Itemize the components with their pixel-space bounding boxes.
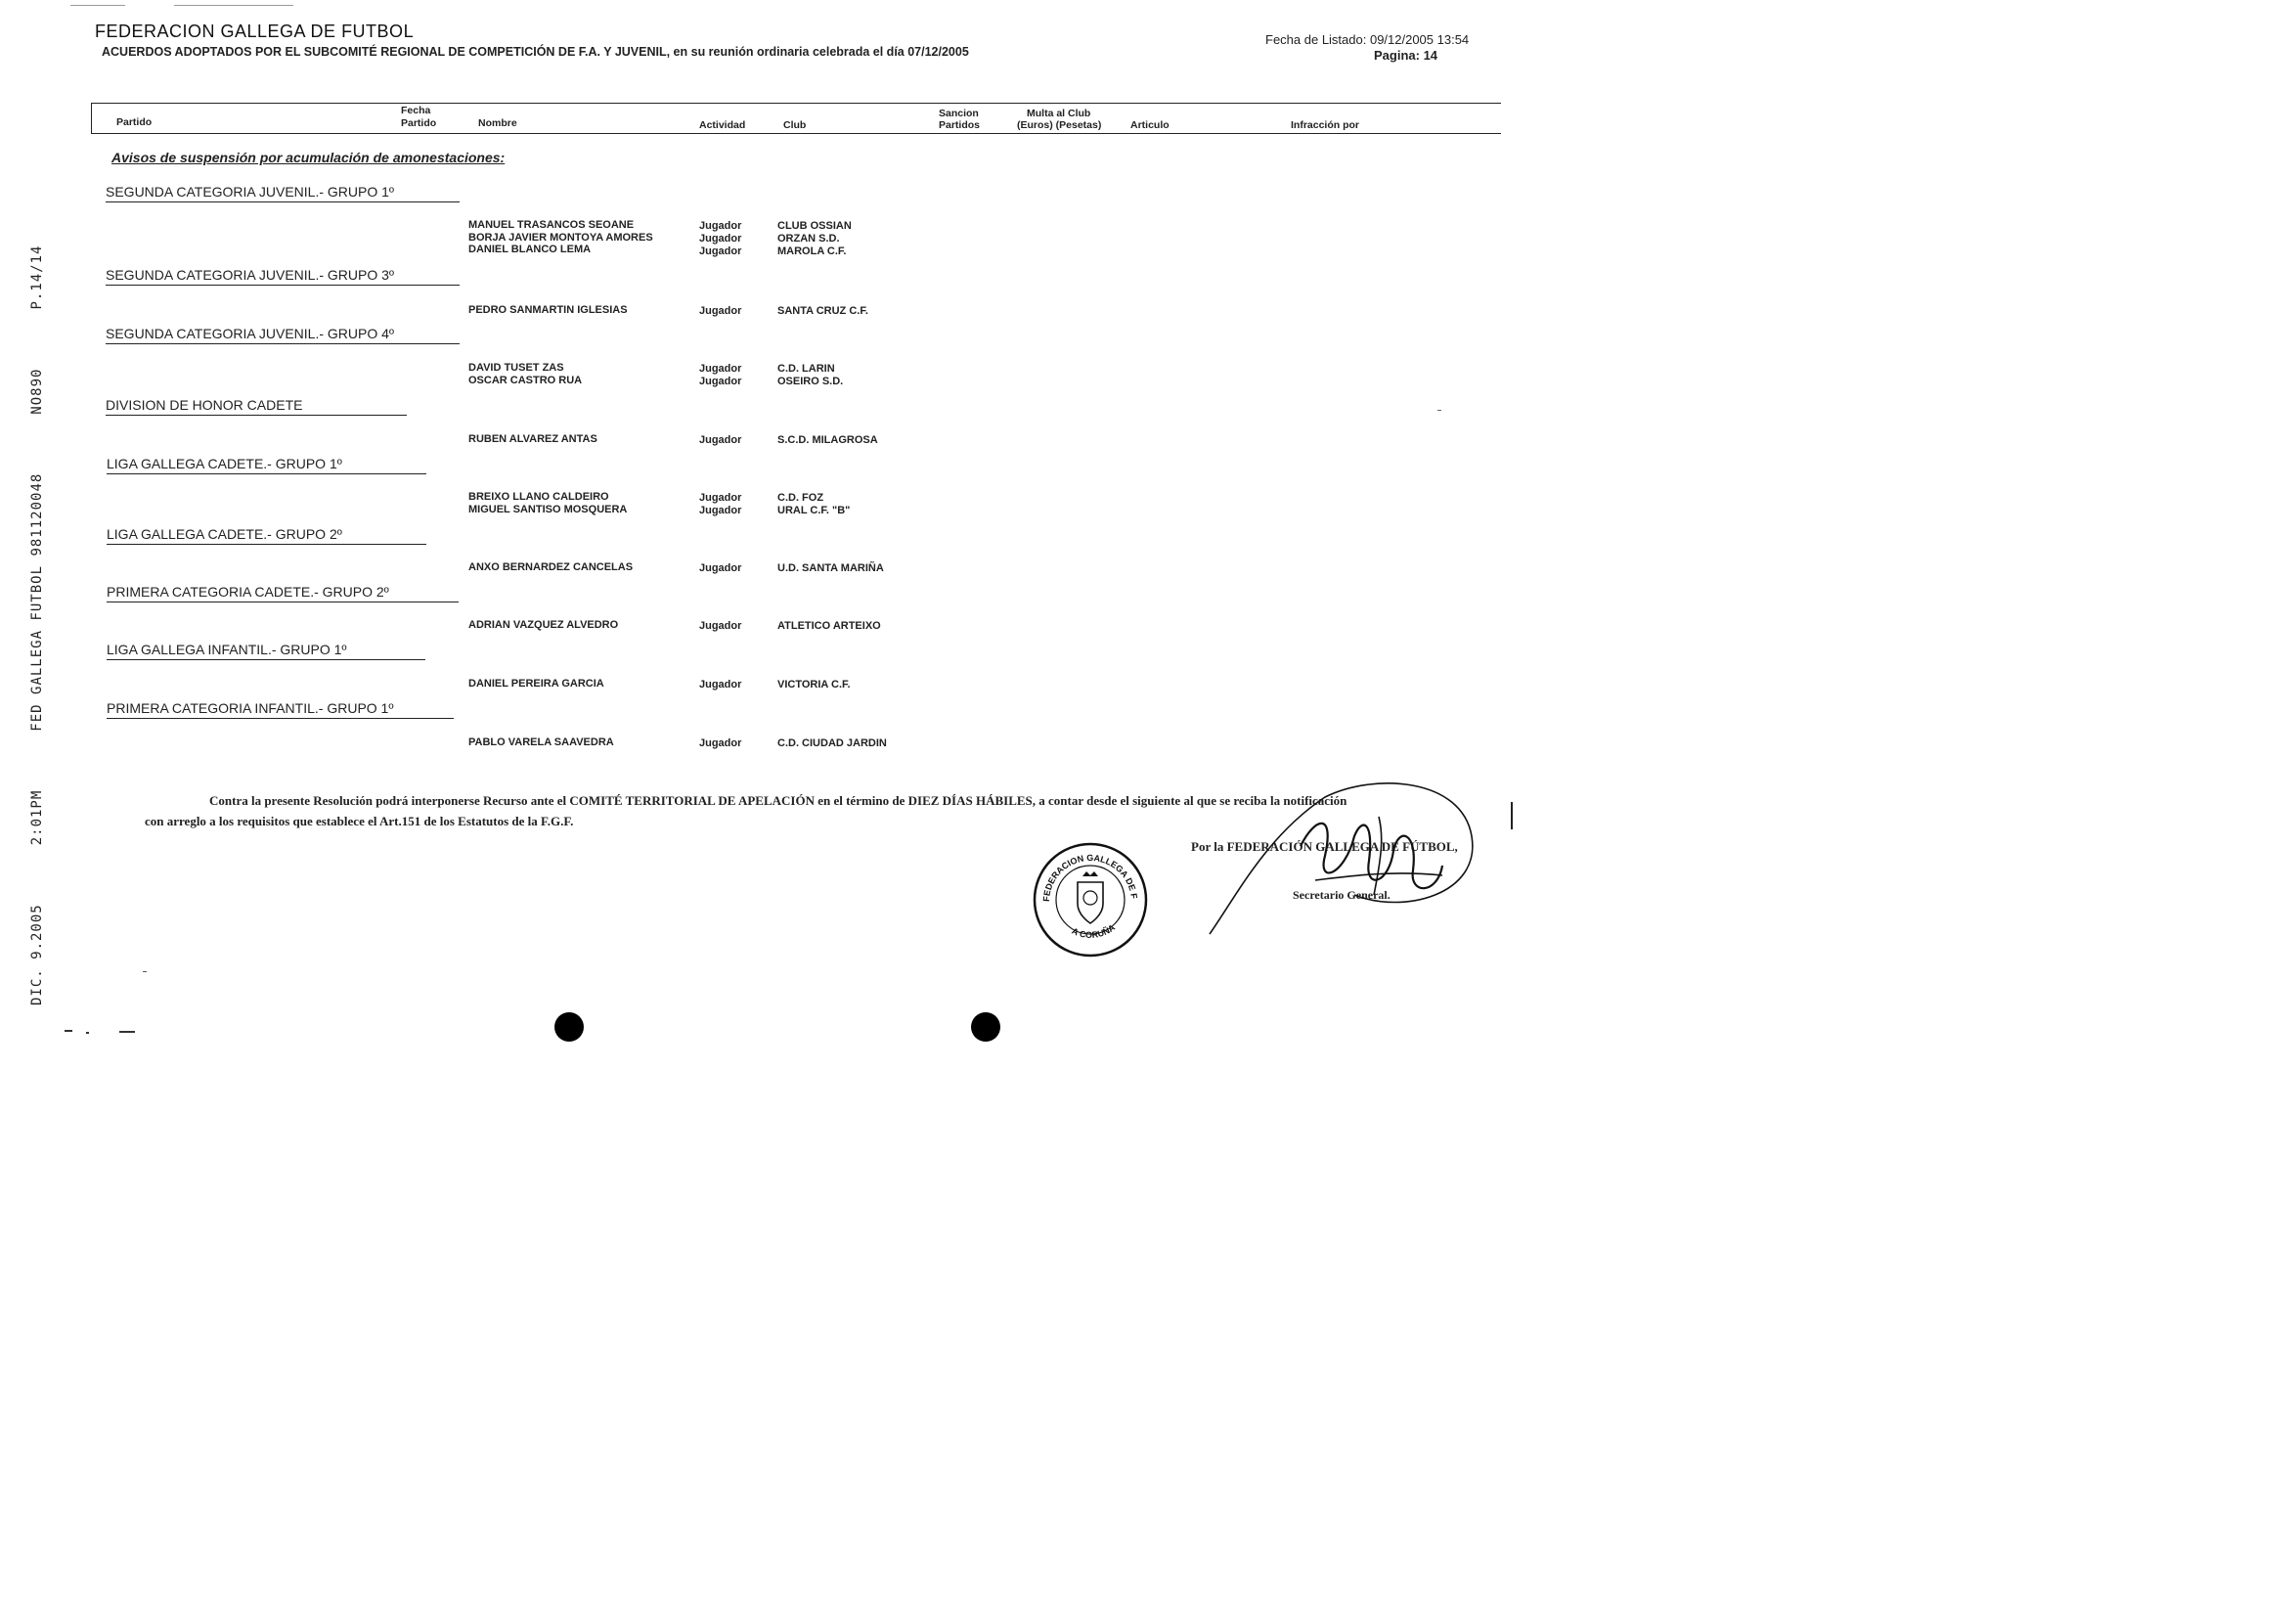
player-club: OSEIRO S.D. (777, 376, 844, 387)
col-club: Club (783, 119, 807, 131)
col-sancion-2: Partidos (939, 119, 981, 131)
header-rule-bottom (91, 133, 1501, 134)
player-name: OSCAR CASTRO RUA (468, 375, 583, 386)
player-club: ATLETICO ARTEIXO (777, 620, 881, 632)
appeal-notice (145, 790, 1347, 831)
player-name: BORJA JAVIER MONTOYA AMORES (468, 232, 653, 244)
player-name: RUBEN ALVAREZ ANTAS (468, 433, 597, 445)
scan-mark (70, 5, 125, 6)
player-name: DANIEL PEREIRA GARCIA (468, 678, 604, 690)
player-club: SANTA CRUZ C.F. (777, 305, 868, 317)
scan-speck (143, 971, 147, 972)
col-multa-1: Multa al Club (1027, 108, 1091, 119)
player-name: MANUEL TRASANCOS SEOANE (468, 219, 635, 231)
player-name: PABLO VARELA SAAVEDRA (468, 736, 614, 748)
stamp-bottom-text: A CORUÑA (1070, 922, 1118, 941)
player-club: URAL C.F. "B" (777, 505, 851, 516)
player-activity: Jugador (699, 492, 742, 504)
fax-page: P.14/14 (29, 245, 45, 310)
crest-shield-icon (1078, 882, 1103, 923)
player-name: PEDRO SANMARTIN IGLESIAS (468, 304, 628, 316)
punch-hole (971, 1012, 1000, 1042)
scan-speck (65, 1030, 72, 1032)
player-activity: Jugador (699, 363, 742, 375)
crest-crown-icon (1082, 871, 1098, 876)
appeal-notice-line2: con arreglo a los requisitos que establece el Art.151 de los Estatutos de la F.G.F. (145, 814, 574, 828)
player-activity: Jugador (699, 679, 742, 691)
col-infraccion: Infracción por (1291, 119, 1360, 131)
category-heading: DIVISION DE HONOR CADETE (106, 397, 407, 416)
player-activity: Jugador (699, 562, 742, 574)
player-activity: Jugador (699, 245, 742, 257)
player-name: BREIXO LLANO CALDEIRO (468, 491, 609, 503)
player-name: MIGUEL SANTISO MOSQUERA (468, 504, 628, 515)
pagina-number: Pagina: 14 (1374, 48, 1438, 63)
col-fecha-2: Partido (401, 117, 437, 129)
scan-mark (1437, 410, 1441, 411)
category-heading: PRIMERA CATEGORIA INFANTIL.- GRUPO 1º (107, 700, 454, 719)
appeal-notice-line1: Contra la presente Resolución podrá interponerse Recurso ante el COMITÉ TERRITORIAL DE APELACIÓN en el término de DIEZ DÍAS HÁBILES, a contar desde el siguiente al que se reciba la notificación (209, 793, 1347, 808)
header-rule-left (91, 103, 92, 133)
category-heading: SEGUNDA CATEGORIA JUVENIL.- GRUPO 4º (106, 326, 460, 344)
document-subtitle: ACUERDOS ADOPTADOS POR EL SUBCOMITÉ REGIONAL DE COMPETICIÓN DE F.A. Y JUVENIL, en su reunión ordinaria celebrada el día 07/12/2005 (102, 45, 969, 59)
player-name: DAVID TUSET ZAS (468, 362, 564, 374)
header-rule-top (91, 103, 1501, 104)
fax-time: 2:01PM (29, 789, 45, 846)
federation-stamp (1028, 833, 1149, 958)
fax-header-strip (29, 245, 45, 1005)
col-fecha-1: Fecha (401, 105, 431, 116)
player-activity: Jugador (699, 233, 742, 245)
category-heading: SEGUNDA CATEGORIA JUVENIL.- GRUPO 1º (106, 184, 460, 202)
player-activity: Jugador (699, 434, 742, 446)
fecha-listado: Fecha de Listado: 09/12/2005 13:54 (1265, 32, 1470, 47)
signature-line: Por la FEDERACIÓN GALLEGA DE FÚTBOL, (1191, 839, 1458, 854)
stamp-top-text: FEDERACION GALLEGA DE FUTBOL (1028, 833, 1139, 903)
col-actividad: Actividad (699, 119, 746, 131)
section-title: Avisos de suspensión por acumulación de amonestaciones: (111, 150, 506, 165)
player-activity: Jugador (699, 737, 742, 749)
player-activity: Jugador (699, 505, 742, 516)
player-club: VICTORIA C.F. (777, 679, 851, 691)
svg-text:A CORUÑA (1071, 922, 1118, 940)
player-name: ADRIAN VAZQUEZ ALVEDRO (468, 619, 619, 631)
category-heading: LIGA GALLEGA INFANTIL.- GRUPO 1º (107, 642, 425, 660)
punch-hole (554, 1012, 584, 1042)
player-activity: Jugador (699, 220, 742, 232)
handwritten-signature (1208, 778, 1491, 944)
player-activity: Jugador (699, 620, 742, 632)
crest-ball-icon (1083, 891, 1097, 905)
fax-number: NO890 (29, 368, 45, 415)
player-club: U.D. SANTA MARIÑA (777, 562, 884, 574)
scan-mark (174, 5, 293, 6)
player-name: ANXO BERNARDEZ CANCELAS (468, 561, 634, 573)
player-club: C.D. CIUDAD JARDIN (777, 737, 887, 749)
scan-speck (86, 1032, 89, 1034)
player-club: C.D. FOZ (777, 492, 824, 504)
col-sancion-1: Sancion (939, 108, 979, 119)
category-heading: SEGUNDA CATEGORIA JUVENIL.- GRUPO 3º (106, 267, 460, 286)
category-heading: LIGA GALLEGA CADETE.- GRUPO 1º (107, 456, 426, 474)
category-heading: PRIMERA CATEGORIA CADETE.- GRUPO 2º (107, 584, 459, 602)
player-club: C.D. LARIN (777, 363, 835, 375)
category-heading: LIGA GALLEGA CADETE.- GRUPO 2º (107, 526, 426, 545)
fax-date: DIC. 9.2005 (29, 904, 45, 1005)
signature-title: Secretario General. (1293, 888, 1391, 902)
player-club: ORZAN S.D. (777, 233, 840, 245)
col-partido: Partido (116, 116, 153, 128)
col-nombre: Nombre (478, 117, 517, 129)
player-activity: Jugador (699, 305, 742, 317)
col-articulo: Articulo (1130, 119, 1170, 131)
player-activity: Jugador (699, 376, 742, 387)
scan-speck (119, 1031, 135, 1033)
scan-mark (1511, 802, 1513, 829)
fax-sender: FED GALLEGA FUTBOL 981120048 (29, 472, 45, 732)
organization-title: FEDERACION GALLEGA DE FUTBOL (95, 22, 415, 41)
player-club: CLUB OSSIAN (777, 220, 852, 232)
player-club: S.C.D. MILAGROSA (777, 434, 878, 446)
player-name: DANIEL BLANCO LEMA (468, 244, 592, 255)
player-club: MAROLA C.F. (777, 245, 847, 257)
col-multa-2: (Euros) (Pesetas) (1017, 119, 1102, 131)
